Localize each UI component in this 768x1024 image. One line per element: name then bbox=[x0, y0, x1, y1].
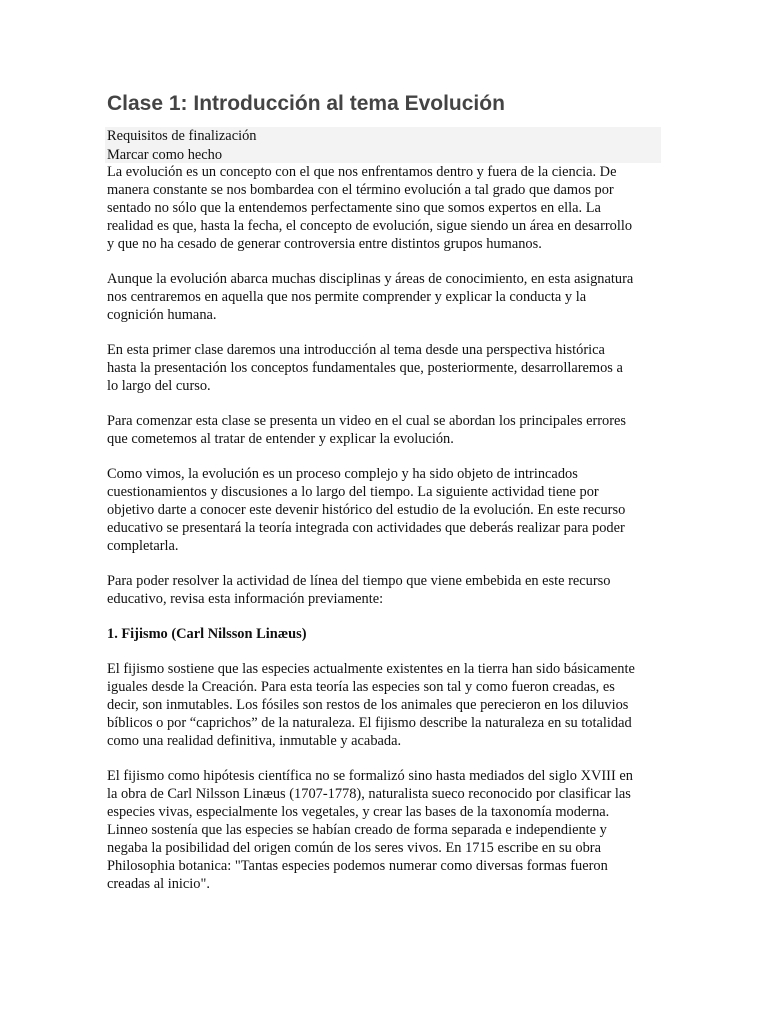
text-line: Philosophia botanica: "Tantas especies podemos numerar como diversas formas fueron bbox=[107, 858, 608, 874]
text-line: creadas al inicio". bbox=[107, 876, 210, 892]
paragraph-fijismo-definition bbox=[107, 660, 663, 750]
paragraph-intro bbox=[107, 163, 663, 253]
text-line: la obra de Carl Nilsson Linæus (1707-1778), naturalista sueco reconocido por clasificar las bbox=[107, 786, 631, 802]
text-line: manera constante se nos bombardea con el término evolución a tal grado que damos por bbox=[107, 182, 614, 198]
text-line: decir, son inmutables. Los fósiles son restos de los animales que perecieron en los diluvios bbox=[107, 697, 629, 713]
paragraph-video bbox=[107, 412, 663, 448]
text-line: negaba la posibilidad del origen común de los seres vivos. En 1715 escribe en su obra bbox=[107, 840, 601, 856]
text-line: El fijismo sostiene que las especies actualmente existentes en la tierra han sido básicamente bbox=[107, 661, 635, 677]
text-line: Como vimos, la evolución es un proceso complejo y ha sido objeto de intrincados bbox=[107, 466, 578, 482]
document-body bbox=[107, 163, 663, 910]
paragraph-activity bbox=[107, 465, 663, 555]
text-line: nos centraremos en aquella que nos permite comprender y explicar la conducta y la bbox=[107, 289, 587, 305]
text-line: En esta primer clase daremos una introducción al tema desde una perspectiva histórica bbox=[107, 342, 605, 358]
paragraph-scope bbox=[107, 270, 663, 324]
text-line: Aunque la evolución abarca muchas disciplinas y áreas de conocimiento, en esta asignatura bbox=[107, 271, 634, 287]
paragraph-timeline bbox=[107, 572, 663, 608]
text-line: Para comenzar esta clase se presenta un video en el cual se abordan los principales errores bbox=[107, 413, 627, 429]
text-line: Para poder resolver la actividad de línea del tiempo que viene embebida en este recurso bbox=[107, 573, 611, 589]
text-line: cuestionamientos y discusiones a lo largo del tiempo. La siguiente actividad tiene por bbox=[107, 484, 599, 500]
text-line: iguales desde la Creación. Para esta teoría las especies son tal y como fueron creadas, es bbox=[107, 679, 615, 695]
text-line: educativo se presentará la teoría integrada con actividades que deberás realizar para poder bbox=[107, 520, 625, 536]
text-line: que cometemos al tratar de entender y explicar la evolución. bbox=[107, 431, 454, 447]
completion-requirements-label: Requisitos de finalización bbox=[107, 128, 257, 144]
text-line: El fijismo como hipótesis científica no se formalizó sino hasta mediados del siglo XVIII en bbox=[107, 768, 633, 784]
text-line: realidad es que, hasta la fecha, el concepto de evolución, sigue siendo un área en desarrollo bbox=[107, 218, 633, 234]
text-line: educativo, revisa esta información previamente: bbox=[107, 591, 384, 607]
paragraph-class-overview bbox=[107, 341, 663, 395]
text-line: hasta la presentación los conceptos fundamentales que, posteriormente, desarrollaremos a bbox=[107, 360, 623, 376]
text-line: sentado no sólo que la entendemos perfectamente sino que somos expertos en ella. La bbox=[107, 200, 601, 216]
section-heading: 1. Fijismo (Carl Nilsson Linæus) bbox=[107, 626, 307, 642]
text-line: Linneo sostenía que las especies se habían creado de forma separada e independiente y bbox=[107, 822, 607, 838]
text-line: como una realidad definitiva, inmutable y acabada. bbox=[107, 733, 402, 749]
page-title: Clase 1: Introducción al tema Evolución bbox=[107, 92, 505, 115]
text-line: La evolución es un concepto con el que nos enfrentamos dentro y fuera de la ciencia. De bbox=[107, 164, 617, 180]
mark-done-button[interactable]: Marcar como hecho bbox=[107, 147, 223, 163]
text-line: objetivo darte a conocer este devenir histórico del estudio de la evolución. En este recurso bbox=[107, 502, 626, 518]
text-line: bíblicos o por “caprichos” de la naturaleza. El fijismo describe la naturaleza en su totalidad bbox=[107, 715, 632, 731]
text-line: y que no ha cesado de generar controversia entre distintos grupos humanos. bbox=[107, 236, 542, 252]
text-line: completarla. bbox=[107, 538, 179, 554]
text-line: lo largo del curso. bbox=[107, 378, 211, 394]
text-line: cognición humana. bbox=[107, 307, 217, 323]
paragraph-fijismo-history bbox=[107, 767, 663, 893]
text-line: especies vivas, especialmente los vegetales, y crear las bases de la taxonomía moderna. bbox=[107, 804, 610, 820]
